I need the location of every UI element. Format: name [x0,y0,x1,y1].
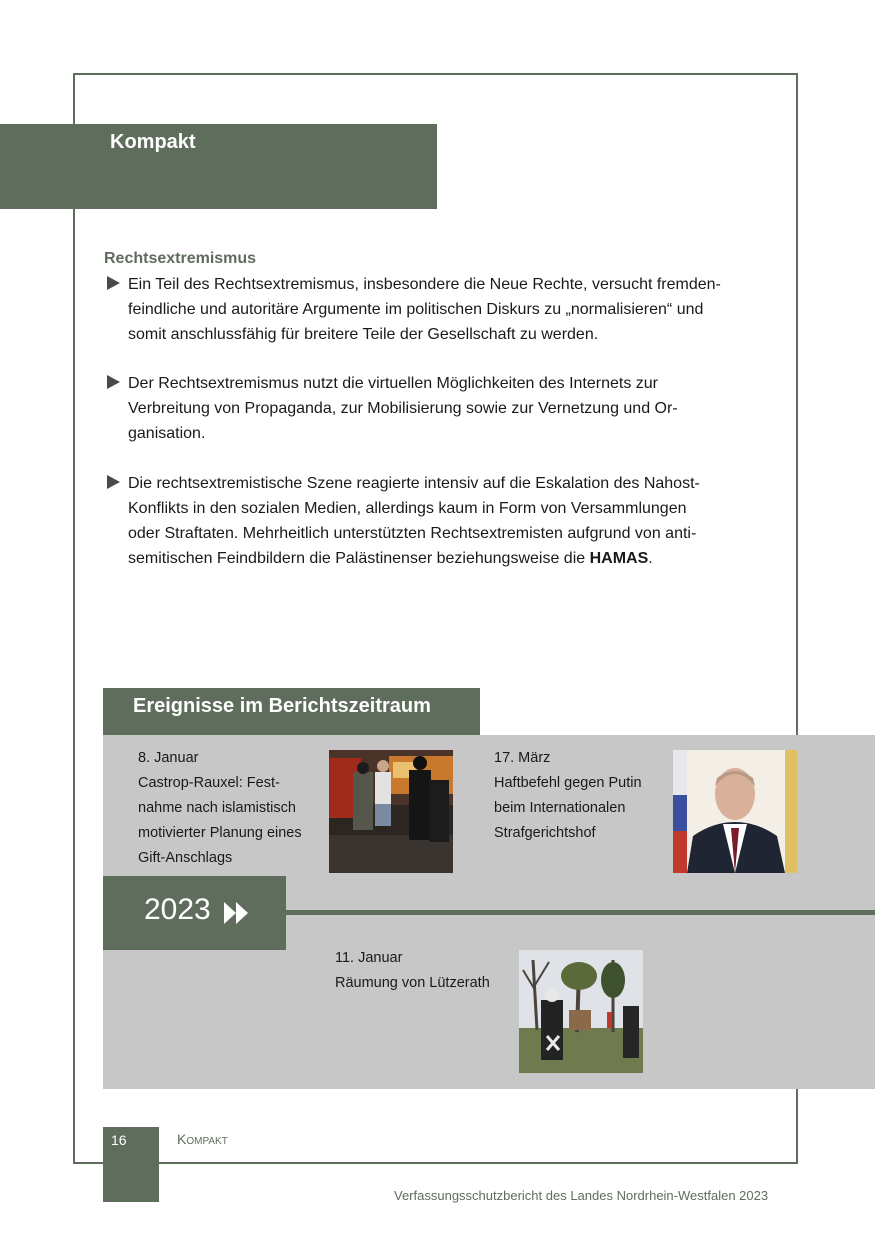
event-item [138,746,302,871]
event-text: nahme nach islamistisch [138,800,296,816]
arrest-photo [329,750,453,873]
bullet-item [104,272,769,347]
event-date: 8. Januar [138,750,199,766]
event-text: beim Internationalen [494,800,626,816]
event-text: Strafgerichtshof [494,825,596,841]
year-label: 2023 [144,893,211,926]
year-marker [103,876,286,950]
triangle-bullet-icon [107,375,120,389]
event-text: Räumung von Lützerath [335,975,490,991]
bullet-line: Die rechtsextremistische Szene reagierte intensiv auf die Eskalation des Nahost- [128,475,700,492]
bullet-line: Verbreitung von Propaganda, zur Mobilisierung sowie zur Vernetzung und Or- [128,400,678,417]
footer-section-label: Kompakt [177,1131,228,1147]
event-text: Castrop-Rauxel: Fest- [138,775,280,791]
event-text: motivierter Planung eines [138,825,302,841]
event-item [335,946,490,996]
event-text: Haftbefehl gegen Putin [494,775,642,791]
kompakt-banner [0,124,437,209]
footer-source: Verfassungsschutzbericht des Landes Nordrhein-Westfalen 2023 [394,1188,769,1203]
fast-forward-icon [224,902,250,924]
triangle-bullet-icon [107,475,120,489]
page-number: 16 [111,1132,127,1148]
bullet-line: Ein Teil des Rechtsextremismus, insbesondere die Neue Rechte, versucht fremden- [128,276,721,293]
events-heading: Ereignisse im Berichtszeitraum [133,695,431,717]
bullet-line: semitischen Feindbildern die Palästinenser beziehungsweise die HAMAS. [128,550,653,567]
bullet-line: oder Straftaten. Mehrheitlich unterstützten Rechtsextremisten aufgrund von anti- [128,525,697,542]
event-date: 17. März [494,750,551,766]
page-number-box [103,1127,159,1202]
triangle-bullet-icon [107,276,120,290]
event-text: Gift-Anschlags [138,850,233,866]
events-heading-bar [103,688,480,735]
hamas-emphasis: HAMAS [589,550,649,567]
portrait-photo [673,750,797,873]
bullet-line: somit anschlussfähig für breitere Teile der Gesellschaft zu werden. [128,326,599,343]
section-heading: Rechtsextremismus [104,250,257,267]
bullet-line: ganisation. [128,425,206,442]
bullet-line: Der Rechtsextremismus nutzt die virtuellen Möglichkeiten des Internets zur [128,375,658,392]
luetzerath-photo [519,950,643,1073]
event-date: 11. Januar [335,950,403,966]
event-item [494,746,642,846]
page-title: Kompakt [110,131,196,153]
bullet-item [104,471,769,571]
bullet-line: Konflikts in den sozialen Medien, allerdings kaum in Form von Versammlungen [128,500,687,517]
timeline-line [286,910,875,915]
bullet-line: feindliche und autoritäre Argumente im politischen Diskurs zu „normalisieren“ und [128,301,704,318]
bullet-item [104,371,769,446]
